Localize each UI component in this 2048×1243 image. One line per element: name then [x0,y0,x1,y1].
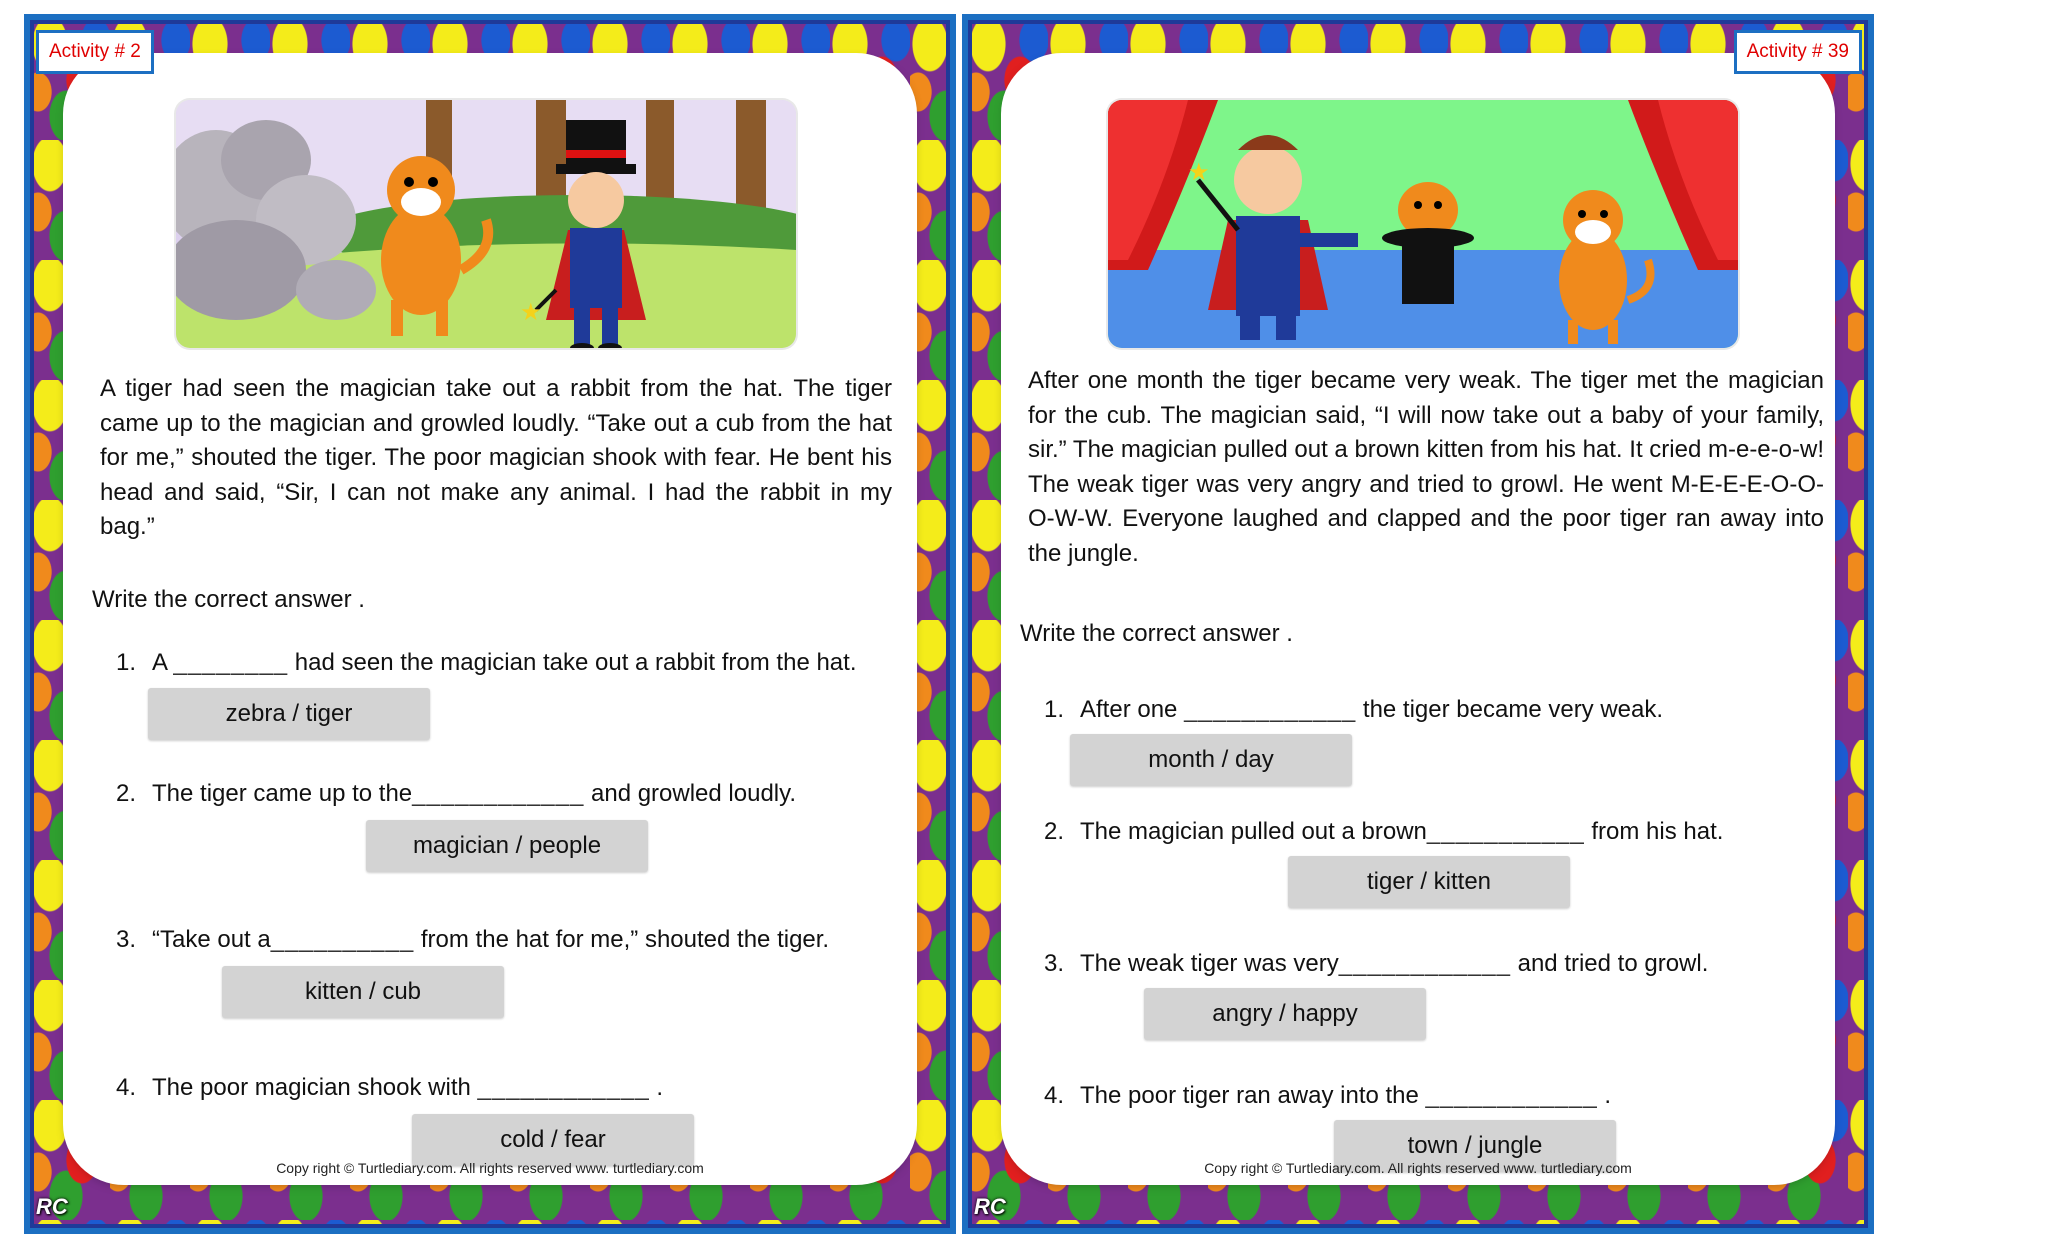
answer-blank[interactable]: ____________ [1425,1082,1598,1109]
question-text-after: and tried to growl. [1510,950,1709,977]
answer-blank[interactable]: ___________ [1426,818,1585,845]
question-1 [116,649,857,677]
question-number: 2. [1044,818,1065,845]
question-text-after: . [1597,1082,1612,1109]
question-text-before: The magician pulled out a brown [1080,818,1427,845]
answer-blank[interactable]: ________ [173,649,289,676]
question-number: 4. [116,1074,137,1101]
story-illustration [1108,100,1738,348]
question-4 [116,1074,663,1102]
story-illustration [176,100,796,348]
question-text-after: and growled loudly. [584,780,797,807]
question-number: 3. [116,926,137,953]
answer-blank[interactable]: __________ [270,926,415,953]
question-text-before: The poor tiger ran away into the [1080,1082,1426,1109]
question-3 [116,926,829,954]
question-text-before: The poor magician shook with [152,1074,478,1101]
copyright: Copy right © Turtlediary.com. All rights reserved www. turtlediary.com [1204,1160,1632,1176]
question-text-before: A [152,649,174,676]
question-number: 1. [1044,696,1065,723]
question-text-before: “Take out a [152,926,271,953]
svg-text:★: ★ [520,299,542,326]
worksheet-left [24,14,956,1234]
question-number: 4. [1044,1082,1065,1109]
question-number: 1. [116,649,137,676]
rc-label: RC [36,1194,68,1219]
answer-blank[interactable]: ____________ [412,780,585,807]
answer-options-2[interactable]: tiger / kitten [1288,856,1570,908]
story-text: After one month the tiger became very weak. The tiger met the magician for the cub. The magician said, “I will now take out a baby of your family, sir.” The magician pulled out a brown kitten from his hat. It cried m-e-e-o-w! The weak tiger was very angry and tried to growl. He went M-E-E-E-O-O-O-W-W. Everyone laughed and clapped and the poor tiger ran away into the jungle. [1028,367,1824,567]
worksheet-right [962,14,1874,1234]
activity-label: Activity # 39 [1734,30,1862,74]
answer-options-1[interactable]: zebra / tiger [148,688,430,740]
question-2 [1044,818,1723,846]
question-text-after: had seen the magician take out a rabbit from the hat. [288,649,857,676]
question-number: 3. [1044,950,1065,977]
question-3 [1044,950,1708,978]
answer-blank[interactable]: ____________ [1338,950,1511,977]
answer-options-1[interactable]: month / day [1070,734,1352,786]
question-text-after: . [649,1074,664,1101]
answer-options-4[interactable]: cold / fear [412,1114,694,1166]
question-text-before: After one [1080,696,1185,723]
answer-options-3[interactable]: angry / happy [1144,988,1426,1040]
answer-blank[interactable]: ____________ [477,1074,650,1101]
instruction: Write the correct answer . [92,586,365,613]
question-4 [1044,1082,1611,1110]
svg-text:★: ★ [1188,159,1210,186]
question-text-after: from the hat for me,” shouted the tiger. [414,926,830,953]
question-2 [116,780,796,808]
question-number: 2. [116,780,137,807]
answer-options-3[interactable]: kitten / cub [222,966,504,1018]
question-text-before: The weak tiger was very [1080,950,1339,977]
activity-label: Activity # 2 [36,30,154,74]
question-text-before: The tiger came up to the [152,780,413,807]
instruction: Write the correct answer . [1020,620,1293,647]
question-text-after: the tiger became very weak. [1356,696,1664,723]
answer-blank[interactable]: ____________ [1184,696,1357,723]
story-text: A tiger had seen the magician take out a rabbit from the hat. The tiger came up to the magician and growled loudly. “Take out a cub from the hat for me,” shouted the tiger. The poor magician shook with fear. He bent his head and said, “Sir, I can not make any animal. I had the rabbit in my bag.” [100,375,892,540]
copyright: Copy right © Turtlediary.com. All rights reserved www. turtlediary.com [276,1160,704,1176]
question-text-after: from his hat. [1584,818,1724,845]
rc-label: RC [974,1194,1006,1219]
answer-options-4[interactable]: town / jungle [1334,1120,1616,1172]
question-1 [1044,696,1663,724]
answer-options-2[interactable]: magician / people [366,820,648,872]
